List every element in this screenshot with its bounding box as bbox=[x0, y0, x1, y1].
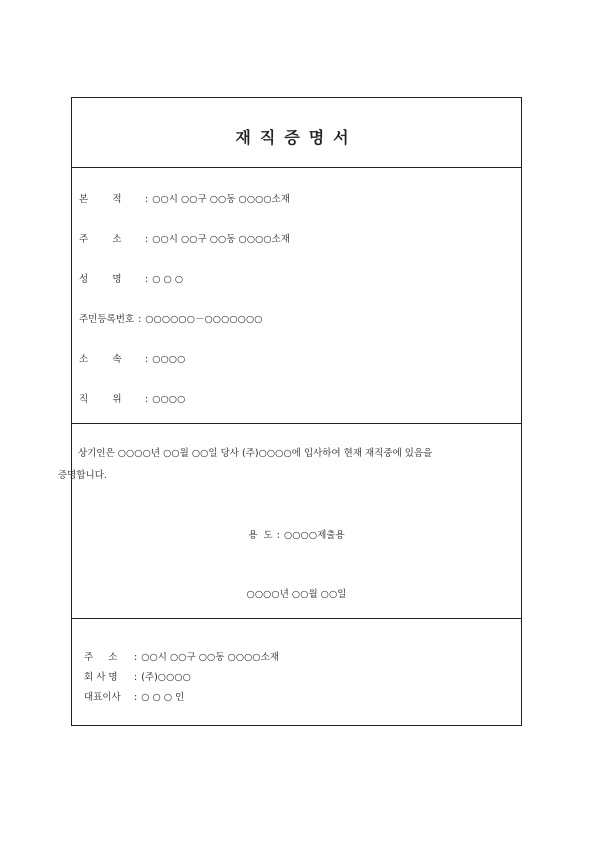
hometown-label: 본 적 bbox=[79, 194, 122, 205]
position-label: 직 위 bbox=[79, 394, 122, 405]
colon: : bbox=[145, 354, 149, 365]
company-name-label: 회 사 명 bbox=[84, 672, 118, 683]
certificate-frame bbox=[58, 97, 522, 726]
purpose-label: 용 도 bbox=[248, 530, 273, 541]
purpose-value: ○○○○제출용 bbox=[283, 530, 345, 541]
statement-line-2: 증명합니다. bbox=[58, 470, 107, 481]
rrn-label: 주민등록번호 bbox=[79, 314, 135, 325]
address-value: ○○시 ○○구 ○○동 ○○○○소재 bbox=[152, 234, 291, 245]
title-divider bbox=[72, 167, 521, 168]
address-row bbox=[79, 231, 290, 245]
document-title: 재직증명서 bbox=[235, 128, 358, 147]
dept-row bbox=[79, 351, 185, 365]
purpose-line bbox=[72, 527, 521, 541]
statement-text bbox=[58, 443, 498, 487]
colon: : bbox=[134, 652, 138, 663]
colon: : bbox=[145, 394, 149, 405]
company-address-value: ○○시 ○○구 ○○동 ○○○○소재 bbox=[141, 652, 280, 663]
colon: : bbox=[145, 234, 149, 245]
ceo-value: ○ ○ ○ 인 bbox=[141, 692, 185, 703]
name-value: ○ ○ ○ bbox=[152, 274, 184, 285]
position-row bbox=[79, 391, 185, 405]
dept-value: ○○○○ bbox=[152, 354, 186, 365]
date-divider bbox=[72, 618, 521, 619]
name-row bbox=[79, 271, 183, 285]
ceo-label: 대표이사 bbox=[84, 692, 121, 703]
company-name-value: (주)○○○○ bbox=[141, 672, 191, 683]
issue-date: ○○○○년 ○○월 ○○일 bbox=[246, 589, 347, 600]
company-address-label: 주 소 bbox=[84, 652, 118, 663]
statement-line-1: 상기인은 ○○○○년 ○○월 ○○일 당사 (주)○○○○에 입사하여 현재 재직중에 있음을 bbox=[78, 448, 433, 459]
info-divider bbox=[72, 423, 521, 424]
rrn-value: ○○○○○○－○○○○○○○ bbox=[145, 314, 263, 325]
colon: : bbox=[134, 672, 138, 683]
hometown-value: ○○시 ○○구 ○○동 ○○○○소재 bbox=[152, 194, 291, 205]
dept-label: 소 속 bbox=[79, 354, 122, 365]
colon: : bbox=[145, 194, 149, 205]
colon: : bbox=[138, 314, 142, 325]
ceo-row bbox=[84, 689, 184, 703]
address-label: 주 소 bbox=[79, 234, 122, 245]
colon: : bbox=[134, 692, 138, 703]
position-value: ○○○○ bbox=[152, 394, 186, 405]
colon: : bbox=[145, 274, 149, 285]
colon: : bbox=[276, 530, 280, 541]
hometown-row bbox=[79, 191, 290, 205]
company-name-row bbox=[84, 669, 191, 683]
name-label: 성 명 bbox=[79, 274, 122, 285]
rrn-row bbox=[79, 311, 263, 325]
company-address-row bbox=[84, 649, 279, 663]
